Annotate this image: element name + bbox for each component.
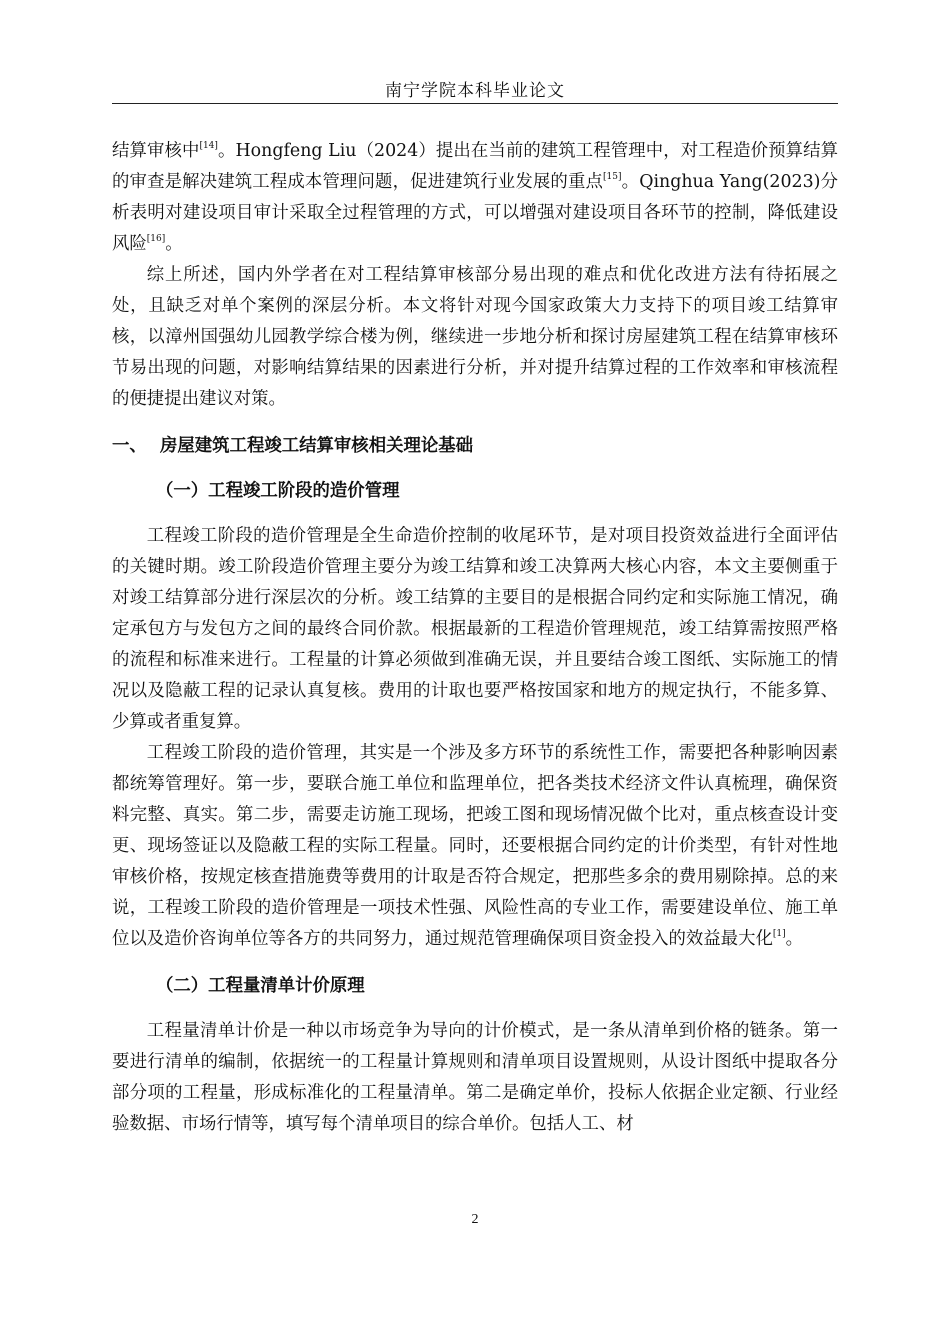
section-number: 一、 (112, 436, 147, 456)
para1-text-1: 结算审核中 (112, 141, 200, 161)
para4-text-1: 工程竣工阶段的造价管理，其实是一个涉及多方环节的系统性工作，需要把各种影响因素都统筹管理好。第一步，要联合施工单位和监理单位，把各类技术经济文件认真梳理，确保资料完整、真实。第二步，需要走访施工现场，把竣工图和现场情况做个比对，重点核查设计变更、现场签证以及隐蔽工程的实际工程量。同时，还要根据合同约定的计价类型，有针对性地审核价格，按规定核查措施费等费用的计取是否符合规定，把那些多余的费用剔除掉。总的来说，工程竣工阶段的造价管理是一项技术性强、风险性高的专业工作，需要建设单位、施工单位以及造价咨询单位等各方的共同努力，通过规范管理确保项目资金投入的效益最大化 (112, 743, 838, 949)
paragraph-1 (112, 136, 838, 260)
running-header: 南宁学院本科毕业论文 (385, 81, 565, 101)
citation-1: [1] (772, 929, 786, 939)
para1-text-2: 。Hongfeng Liu（2024）提出在当前的建筑工程管理中，对工程造价预算结算的审查是解决建筑工程成本管理问题，促进建筑行业发展的重点 (112, 141, 838, 192)
para1-text-3: 。Qinghua Yang(2023)分析表明对建设项目审计采取全过程管理的方式，可以增强对建设项目各环节的控制，降低建设风险 (112, 172, 838, 254)
citation-16: [16] (146, 234, 166, 244)
para4-text-2: 。 (785, 929, 804, 949)
citation-14: [14] (199, 141, 218, 151)
body-text (112, 136, 838, 1140)
paragraph-3: 工程竣工阶段的造价管理是全生命造价控制的收尾环节，是对项目投资效益进行全面评估的关键时期。竣工阶段造价管理主要分为竣工结算和竣工决算两大核心内容，本文主要侧重于对竣工结算部分进行深层次的分析。竣工结算的主要目的是根据合同约定和实际施工情况，确定承包方与发包方之间的最终合同价款。根据最新的工程造价管理规范，竣工结算需按照严格的流程和标准来进行。工程量的计算必须做到准确无误，并且要结合竣工图纸、实际施工的情况以及隐蔽工程的记录认真复核。费用的计取也要严格按国家和地方的规定执行，不能多算、少算或者重复算。 (112, 526, 838, 732)
page-number: 2 (471, 1212, 479, 1227)
subsection-heading-2: （二）工程量清单计价原理 (156, 976, 365, 996)
citation-15: [15] (603, 172, 622, 182)
paragraph-5: 工程量清单计价是一种以市场竞争为导向的计价模式，是一条从清单到价格的链条。第一要进行清单的编制，依据统一的工程量计算规则和清单项目设置规则，从设计图纸中提取各分部分项的工程量，形成标准化的工程量清单。第二是确定单价，投标人依据企业定额、行业经验数据、市场行情等，填写每个清单项目的综合单价。包括人工、材 (112, 1021, 838, 1134)
section-heading (112, 431, 838, 462)
paragraph-4 (112, 738, 838, 955)
subsection-heading-1: （一）工程竣工阶段的造价管理 (156, 481, 400, 501)
para1-text-4: 。 (165, 234, 183, 254)
section-title: 房屋建筑工程竣工结算审核相关理论基础 (160, 436, 474, 456)
paragraph-2: 综上所述，国内外学者在对工程结算审核部分易出现的难点和优化改进方法有待拓展之处，且缺乏对单个案例的深层分析。本文将针对现今国家政策大力支持下的项目竣工结算审核，以漳州国强幼儿园教学综合楼为例，继续进一步地分析和探讨房屋建筑工程在结算审核环节易出现的问题，对影响结算结果的因素进行分析，并对提升结算过程的工作效率和审核流程的便捷提出建议对策。 (112, 265, 838, 409)
header-rule (112, 103, 838, 104)
